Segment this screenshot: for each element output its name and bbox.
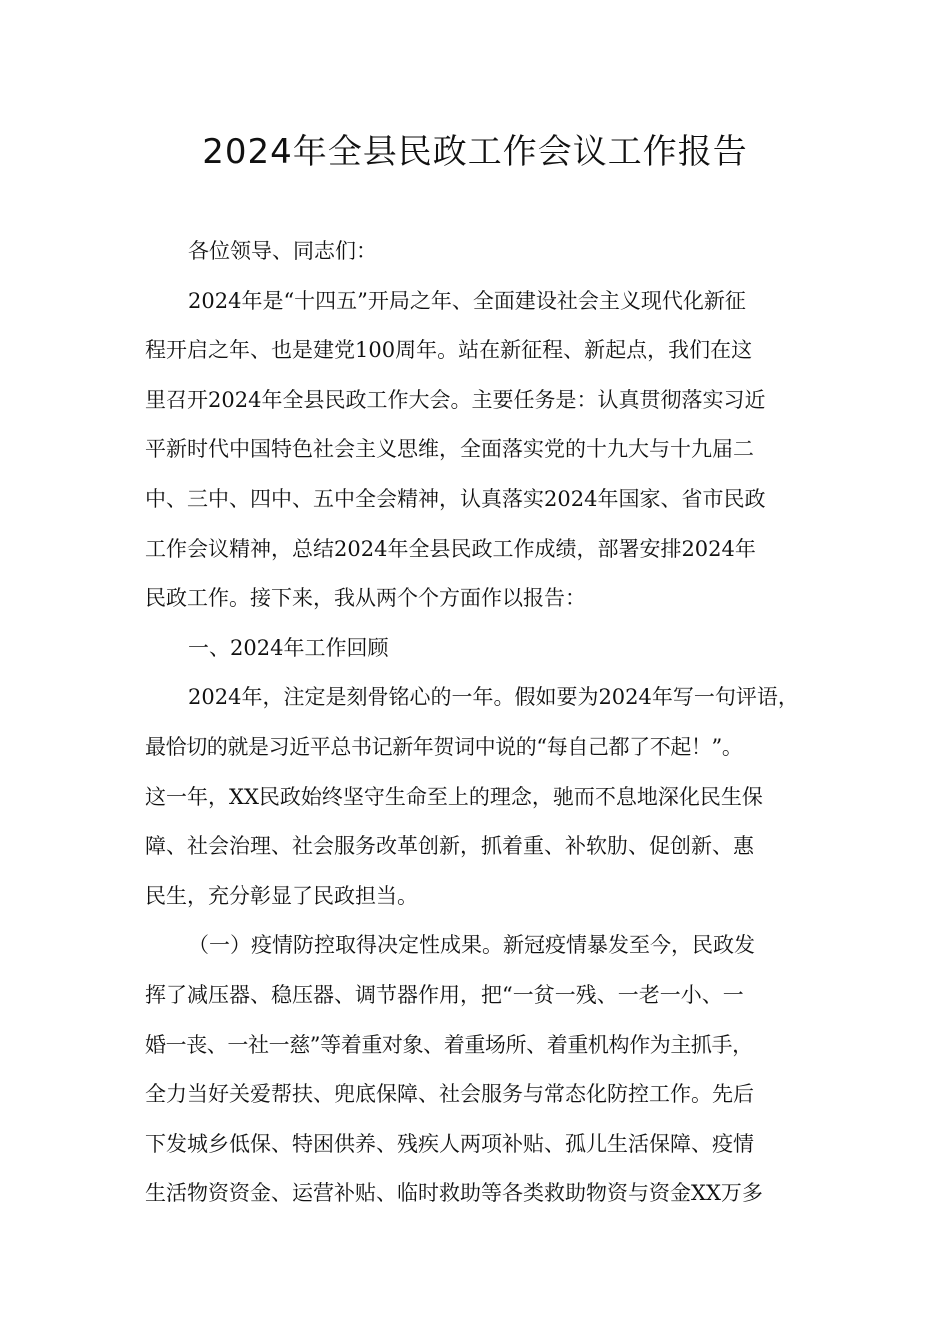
document-title: 2024年全县民政工作会议工作报告 <box>202 132 748 172</box>
paragraph-line: 工作会议精神，总结2024年全县民政工作成绩，部署安排2024年 <box>145 536 756 561</box>
paragraph-line: 婚一丧、一社一慈”等着重对象、着重场所、着重机构作为主抓手， <box>145 1032 753 1057</box>
paragraph-line: 2024年是“十四五”开局之年、全面建设社会主义现代化新征 <box>188 288 746 313</box>
paragraph-line: 最恰切的就是习近平总书记新年贺词中说的“每自己都了不起！”。 <box>145 734 743 759</box>
paragraph-line: 这一年，XX民政始终坚守生命至上的理念，驰而不息地深化民生保 <box>145 784 763 809</box>
salutation: 各位领导、同志们： <box>188 239 377 263</box>
paragraph-line: 民生，充分彰显了民政担当。 <box>145 883 418 908</box>
paragraph-line: 下发城乡低保、特困供养、残疾人两项补贴、孤儿生活保障、疫情 <box>145 1131 754 1156</box>
paragraph-line: 中、三中、四中、五中全会精神，认真落实2024年国家、省市民政 <box>145 486 766 511</box>
paragraph-line: 挥了减压器、稳压器、调节器作用，把“一贫一残、一老一小、一 <box>145 982 744 1007</box>
paragraph-line: 生活物资资金、运营补贴、临时救助等各类救助物资与资金XX万多 <box>145 1181 763 1206</box>
paragraph-line: 障、社会治理、社会服务改革创新，抓着重、补软肋、促创新、惠 <box>145 834 754 859</box>
subsection-paragraph-line: （一）疫情防控取得决定性成果。新冠疫情暴发至今，民政发 <box>188 933 755 958</box>
document-body <box>145 227 805 1219</box>
paragraph-line: 民政工作。接下来，我从两个个方面作以报告： <box>145 586 586 611</box>
paragraph-line: 全力当好关爱帮扶、兜底保障、社会服务与常态化防控工作。先后 <box>145 1082 754 1107</box>
paragraph-line: 程开启之年、也是建党100周年。站在新征程、新起点，我们在这 <box>145 338 753 363</box>
section-heading: 一、2024年工作回顾 <box>188 635 389 660</box>
paragraph-line: 2024年，注定是刻骨铭心的一年。假如要为2024年写一句评语， <box>188 685 799 710</box>
paragraph-line: 平新时代中国特色社会主义思维，全面落实党的十九大与十九届二 <box>145 437 754 462</box>
paragraph-line: 里召开2024年全县民政工作大会。主要任务是：认真贯彻落实习近 <box>145 387 766 412</box>
